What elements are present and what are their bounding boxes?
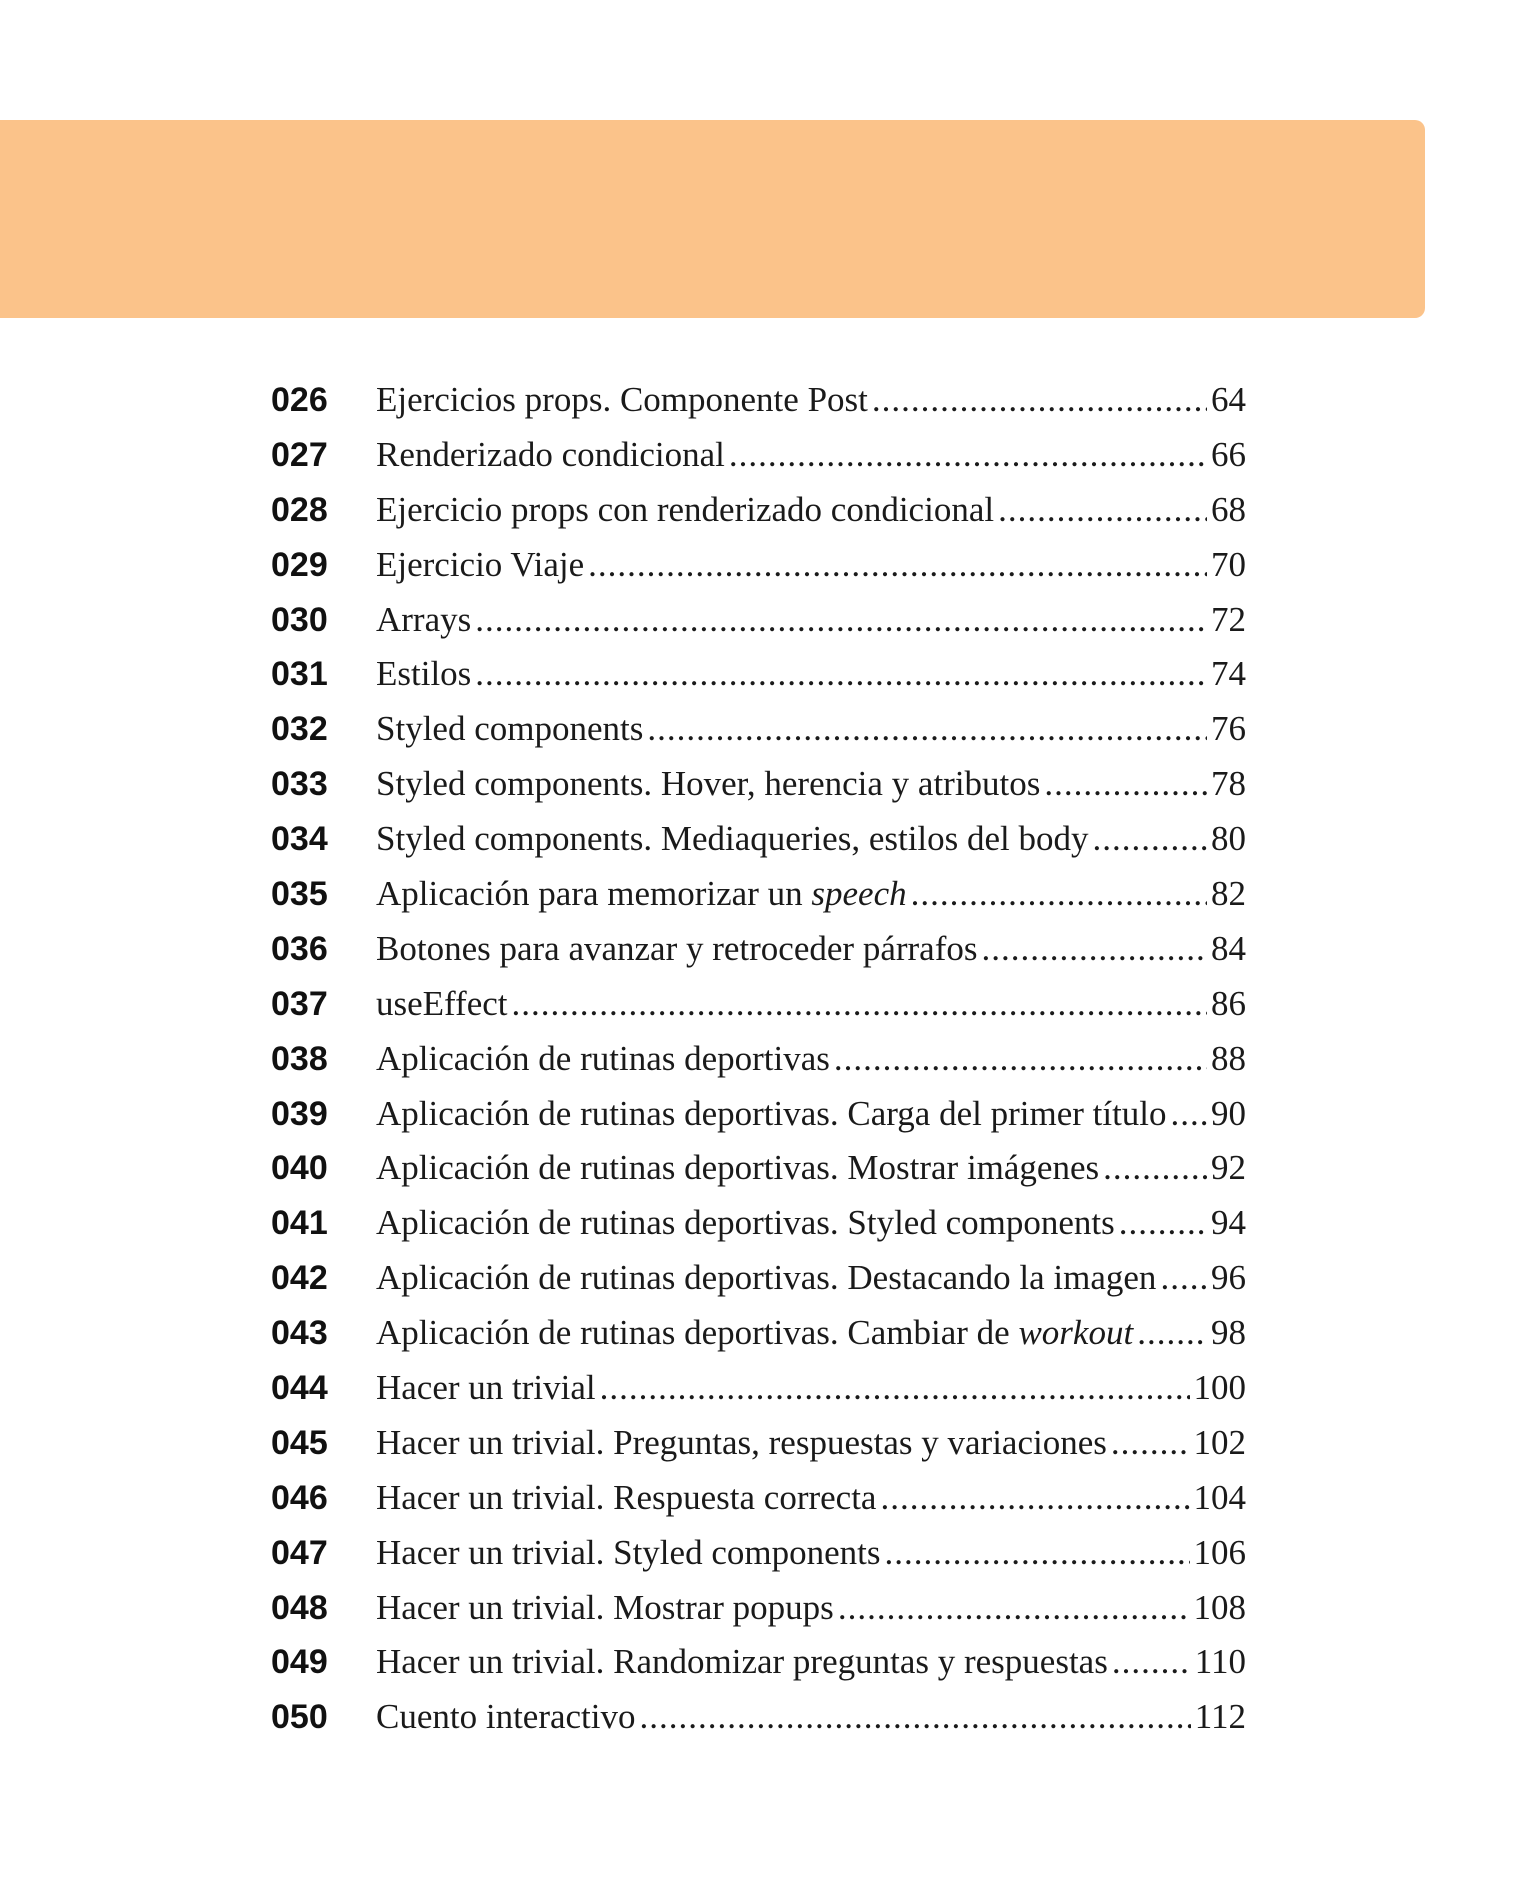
toc-entry-title: [376, 1148, 1099, 1188]
toc-entry-page-number: 106: [1193, 1532, 1246, 1572]
toc-entry-title: [376, 1588, 834, 1628]
toc-entry-leader-dots: [834, 1039, 1207, 1079]
toc-entry-leader-dots: [729, 435, 1207, 475]
toc-entry-leader-dots: [588, 545, 1207, 585]
toc-entry-page-number: 96: [1211, 1258, 1246, 1298]
toc-entry-page-number: 72: [1211, 599, 1246, 639]
toc-entry-title-text: Hacer un trivial. Mostrar popups: [376, 1587, 834, 1627]
toc-entry-page-number: 80: [1211, 819, 1246, 859]
toc-entry-title-text: Hacer un trivial. Randomizar preguntas y respuestas: [376, 1642, 1108, 1682]
toc-entry-title-text: Cuento interactivo: [376, 1697, 636, 1737]
toc-entry-leader-dots: [1119, 1203, 1207, 1243]
toc-entry-page-number: 102: [1193, 1422, 1246, 1462]
toc-entry-title-text: Styled components. Mediaqueries, estilos del body: [376, 819, 1089, 859]
toc-entry-page-number: 110: [1194, 1642, 1246, 1682]
toc-entry-title: [376, 1423, 1107, 1463]
toc-entry-leader-dots: [1171, 1094, 1207, 1134]
toc-entry-page-number: 108: [1193, 1587, 1246, 1627]
toc-entry-title-text: Arrays: [376, 599, 472, 639]
toc-entry-leader-dots: [998, 490, 1207, 530]
toc-entry-number: 030: [271, 600, 328, 639]
toc-entry-title-text: Botones para avanzar y retroceder párrafos: [376, 928, 978, 968]
toc-entry-leader-dots: [981, 929, 1207, 969]
toc-entry[interactable]: [271, 490, 1246, 545]
toc-entry-title: [376, 1533, 880, 1573]
toc-entry-number: 036: [271, 929, 328, 968]
toc-entry-leader-dots: [880, 1478, 1189, 1518]
toc-entry-leader-dots: [1111, 1423, 1190, 1463]
toc-entry-number: 044: [271, 1369, 328, 1408]
toc-entry-title: [376, 1258, 1156, 1298]
toc-entry-number: 046: [271, 1478, 328, 1517]
toc-entry-title: [376, 1642, 1108, 1682]
toc-entry-title: [376, 709, 643, 749]
toc-entry-leader-dots: [1103, 1148, 1207, 1188]
toc-entry-page-number: 66: [1211, 434, 1246, 474]
toc-entry-title: [376, 490, 994, 530]
toc-entry-page-number: 68: [1211, 489, 1246, 529]
toc-entry-title: [376, 1478, 876, 1518]
toc-entry-title-text: Hacer un trivial. Preguntas, respuestas y variaciones: [376, 1422, 1107, 1462]
toc-entry-number: 037: [271, 984, 328, 1023]
toc-entry-title: [376, 1094, 1167, 1134]
toc-entry-number: 028: [271, 490, 328, 529]
toc-entry-number: 048: [271, 1588, 328, 1627]
toc-entry[interactable]: [271, 435, 1246, 490]
toc-entry-leader-dots: [512, 984, 1207, 1024]
toc-entry[interactable]: [271, 709, 1246, 764]
toc-entry-title: [376, 545, 584, 585]
toc-entry-leader-dots: [1112, 1642, 1191, 1682]
toc-entry-title: [376, 435, 725, 475]
toc-entry[interactable]: [271, 1642, 1246, 1697]
toc-entry-leader-dots: [911, 874, 1207, 914]
toc-entry-number: 040: [271, 1149, 328, 1188]
toc-entry-title-text: Aplicación de rutinas deportivas. Cambiar de: [376, 1313, 1019, 1353]
toc-entry-title: [376, 929, 977, 969]
toc-entry-leader-dots: [1044, 764, 1207, 804]
toc-entry-title-text: Aplicación de rutinas deportivas. Styled components: [376, 1203, 1115, 1243]
toc-entry-number: 032: [271, 710, 328, 749]
toc-entry-title-text: Ejercicio Viaje: [376, 544, 585, 584]
toc-entry[interactable]: [271, 1094, 1246, 1149]
toc-entry-page-number: 78: [1211, 764, 1246, 804]
toc-entry-page-number: 74: [1211, 654, 1246, 694]
toc-entry-page-number: 76: [1211, 709, 1246, 749]
toc-entry-title-text: Aplicación de rutinas deportivas. Mostrar imágenes: [376, 1148, 1100, 1188]
toc-entry-number: 038: [271, 1039, 328, 1078]
toc-entry-title: [376, 380, 868, 420]
toc-entry-leader-dots: [600, 1368, 1190, 1408]
toc-entry[interactable]: [271, 380, 1246, 435]
toc-entry-title: [376, 1313, 1133, 1353]
toc-entry[interactable]: [271, 600, 1246, 655]
toc-entry-leader-dots: [475, 600, 1207, 640]
toc-entry-page-number: 64: [1211, 380, 1246, 419]
toc-entry-number: 043: [271, 1314, 328, 1353]
toc-entry[interactable]: [271, 1588, 1246, 1643]
toc-entry-number: 026: [271, 381, 328, 419]
toc-entry[interactable]: [271, 1203, 1246, 1258]
toc-entry-title: [376, 1039, 830, 1079]
header-banner: [0, 120, 1425, 318]
toc-entry-number: 047: [271, 1533, 328, 1572]
toc-entry[interactable]: [271, 819, 1246, 874]
toc-entry[interactable]: [271, 1313, 1246, 1368]
toc-entry[interactable]: [271, 874, 1246, 929]
toc-entry-leader-dots: [872, 380, 1207, 420]
toc-entry-page-number: 92: [1211, 1148, 1246, 1188]
toc-entry-title-text: Estilos: [376, 654, 472, 694]
toc-entry-title-text: Aplicación de rutinas deportivas. Carga del primer título: [376, 1093, 1167, 1133]
toc-entry-page-number: 70: [1211, 544, 1246, 584]
toc-entry-leader-dots: [838, 1588, 1190, 1628]
toc-entry-page-number: 104: [1193, 1477, 1246, 1517]
toc-entry-number: 045: [271, 1423, 328, 1462]
toc-entry-title-text: Styled components. Hover, herencia y atributos: [376, 764, 1041, 804]
toc-entry[interactable]: [271, 1423, 1246, 1478]
toc-entry[interactable]: [271, 1258, 1246, 1313]
toc-entry-leader-dots: [1093, 819, 1207, 859]
toc-entry[interactable]: [271, 1697, 1246, 1752]
toc-entry-page-number: 112: [1194, 1697, 1246, 1737]
toc-entry-title: [376, 874, 907, 914]
toc-entry-title-text: useEffect: [376, 983, 508, 1023]
toc-entry-page-number: 90: [1211, 1093, 1246, 1133]
toc-entry[interactable]: [271, 1478, 1246, 1533]
toc-entry-title-text: Styled components: [376, 709, 644, 749]
toc-entry-title: [376, 1697, 636, 1737]
toc-entry-leader-dots: [1160, 1258, 1207, 1298]
toc-entry[interactable]: [271, 929, 1246, 984]
table-of-contents: [271, 380, 1246, 1752]
toc-entry[interactable]: [271, 984, 1246, 1039]
toc-entry-number: 049: [271, 1643, 328, 1682]
toc-entry[interactable]: [271, 1148, 1246, 1203]
toc-entry-number: 042: [271, 1259, 328, 1298]
toc-entry-title-text: Renderizado condicional: [376, 434, 725, 474]
toc-entry[interactable]: [271, 764, 1246, 819]
toc-entry-number: 035: [271, 875, 328, 914]
toc-entry-title: [376, 1368, 596, 1408]
toc-entry[interactable]: [271, 1039, 1246, 1094]
toc-entry-number: 033: [271, 765, 328, 804]
toc-entry-number: 050: [271, 1698, 328, 1737]
toc-entry-leader-dots: [475, 654, 1207, 694]
toc-entry-title: [376, 764, 1040, 804]
toc-entry-leader-dots: [884, 1533, 1189, 1573]
toc-entry-leader-dots: [640, 1697, 1191, 1737]
toc-entry-title-italic: speech: [811, 874, 907, 914]
toc-entry-title-text: Aplicación de rutinas deportivas. Destacando la imagen: [376, 1258, 1157, 1298]
toc-entry-number: 041: [271, 1204, 328, 1243]
toc-entry-page-number: 88: [1211, 1038, 1246, 1078]
toc-entry-number: 029: [271, 545, 328, 584]
toc-entry[interactable]: [271, 1533, 1246, 1588]
toc-entry-page-number: 82: [1211, 874, 1246, 914]
toc-entry-page-number: 94: [1211, 1203, 1246, 1243]
toc-entry[interactable]: [271, 654, 1246, 709]
toc-entry-title-text: Hacer un trivial: [376, 1368, 596, 1408]
toc-entry-title-italic: workout: [1018, 1313, 1134, 1353]
toc-entry-number: 031: [271, 655, 328, 694]
toc-entry-leader-dots: [1137, 1313, 1207, 1353]
toc-entry[interactable]: [271, 1368, 1246, 1423]
toc-entry-page-number: 86: [1211, 983, 1246, 1023]
toc-entry-leader-dots: [647, 709, 1207, 749]
toc-entry-title-text: Ejercicios props. Componente Post: [376, 380, 868, 419]
toc-entry-title-text: Ejercicio props con renderizado condicional: [376, 489, 995, 529]
toc-entry[interactable]: [271, 545, 1246, 600]
toc-entry-title: [376, 1203, 1115, 1243]
toc-entry-title: [376, 600, 471, 640]
toc-entry-number: 027: [271, 435, 328, 474]
toc-entry-title: [376, 819, 1089, 859]
toc-entry-title-text: Hacer un trivial. Styled components: [376, 1532, 881, 1572]
toc-entry-title: [376, 654, 471, 694]
toc-entry-title-text: Hacer un trivial. Respuesta correcta: [376, 1477, 877, 1517]
toc-entry-title-text: Aplicación de rutinas deportivas: [376, 1038, 830, 1078]
toc-entry-page-number: 98: [1211, 1313, 1246, 1353]
toc-entry-number: 034: [271, 820, 328, 859]
toc-entry-title-text: Aplicación para memorizar un: [376, 874, 812, 914]
toc-entry-number: 039: [271, 1094, 328, 1133]
toc-entry-page-number: 84: [1211, 928, 1246, 968]
toc-entry-page-number: 100: [1193, 1368, 1246, 1408]
toc-entry-title: [376, 984, 508, 1024]
